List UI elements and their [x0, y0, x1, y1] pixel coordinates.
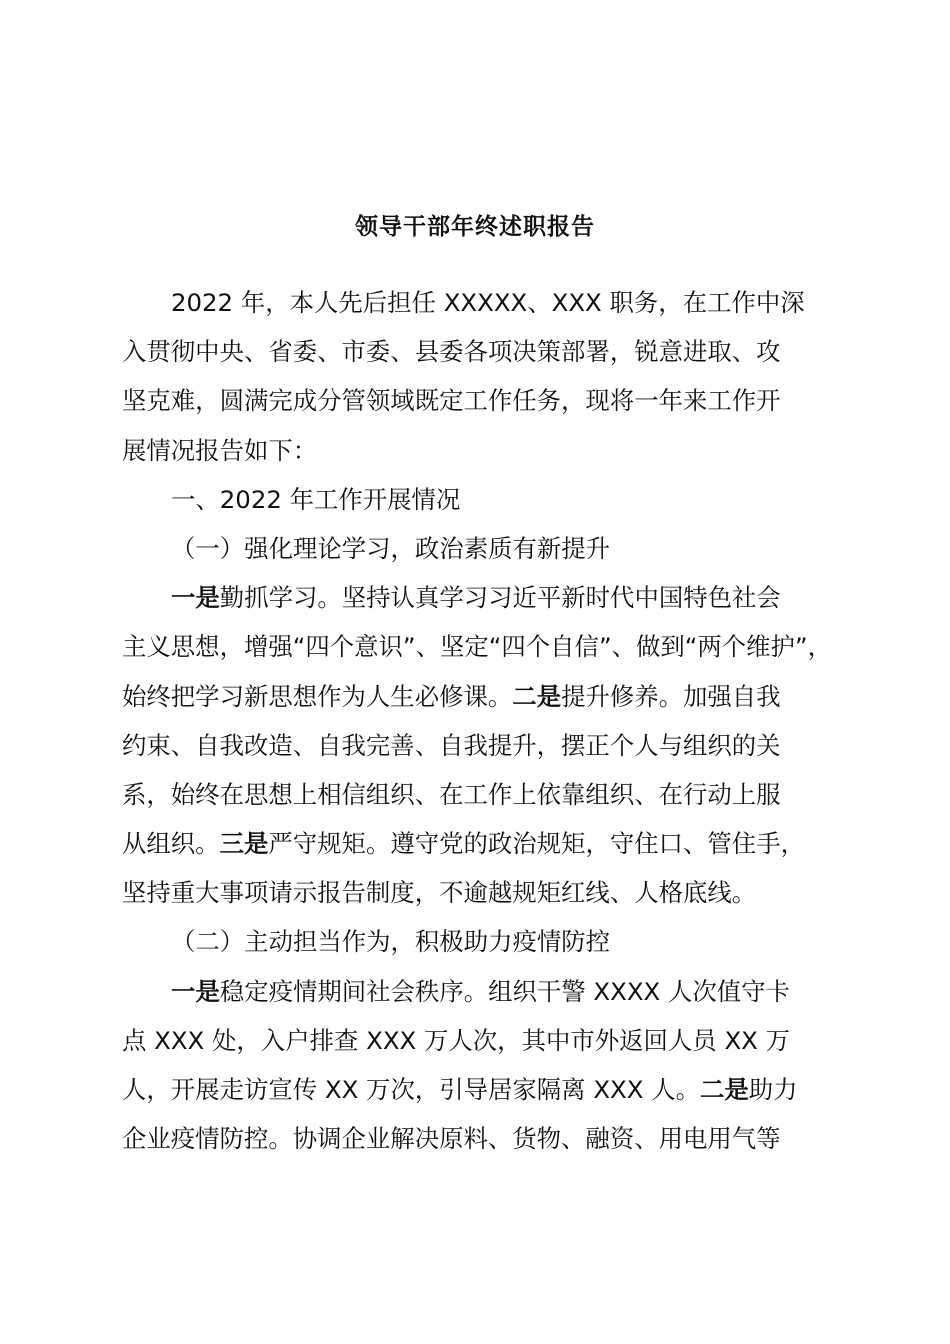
- text-line: [122, 967, 834, 1016]
- text-segment: 展情况报告如下：: [122, 435, 318, 465]
- text-line: [122, 917, 834, 966]
- text-segment: （一）强化理论学习，政治素质有新提升: [171, 533, 611, 563]
- text-line: [122, 1114, 834, 1163]
- text-line: [122, 475, 834, 524]
- text-segment: 助力: [748, 1075, 798, 1104]
- bold-marker: 一是: [171, 976, 220, 1006]
- text-segment: 坚持重大事项请示报告制度，不逾越规矩红线、人格底线。: [122, 878, 757, 908]
- text-segment: 提升修养。加强自我: [561, 681, 781, 711]
- text-segment: 从组织。: [122, 829, 220, 859]
- bold-marker: 三是: [219, 829, 269, 859]
- text-segment: 始终把学习新思想作为人生必修课。: [122, 681, 513, 711]
- text-line: [122, 426, 834, 475]
- text-segment: 坚克难，圆满完成分管领域既定工作任务，现将一年来工作开: [122, 386, 781, 416]
- text-line: [122, 1065, 834, 1114]
- text-line: [122, 721, 834, 770]
- text-segment: 严守规矩。遵守党的政治规矩，守住口、管住手，: [268, 829, 805, 859]
- text-line: [122, 622, 834, 671]
- text-line: [122, 1016, 834, 1065]
- text-line: [122, 524, 834, 573]
- text-segment: 一、2022 年工作开展情况: [171, 484, 461, 514]
- document-title: 领导干部年终述职报告: [355, 214, 595, 240]
- document-body: [122, 278, 834, 1163]
- text-line: [122, 327, 834, 376]
- text-line: [122, 376, 834, 425]
- text-line: [122, 770, 834, 819]
- text-segment: 勤抓学习。坚持认真学习习近平新时代中国特色社会: [219, 583, 781, 613]
- text-line: [122, 819, 834, 868]
- text-line: [122, 278, 834, 327]
- text-segment: 稳定疫情期间社会秩序。组织干警 XXXX 人次值守卡: [219, 976, 790, 1006]
- text-line: [122, 672, 834, 721]
- text-segment: 点 XXX 处，入户排查 XXX 万人次，其中市外返回人员 XX 万: [122, 1025, 791, 1055]
- text-segment: 2022 年，本人先后担任 XXXXX、XXX 职务，在工作中深: [171, 288, 805, 317]
- text-segment: （二）主动担当作为，积极助力疫情防控: [171, 927, 611, 957]
- bold-marker: 二是: [512, 681, 562, 711]
- text-segment: 约束、自我改造、自我完善、自我提升，摆正个人与组织的关: [122, 730, 781, 760]
- text-segment: 系，始终在思想上相信组织、在工作上依靠组织、在行动上服: [122, 779, 781, 809]
- text-line: [122, 868, 834, 917]
- bold-marker: 一是: [171, 583, 220, 613]
- bold-marker: 二是: [699, 1075, 749, 1104]
- text-segment: 企业疫情防控。协调企业解决原料、货物、融资、用电用气等: [122, 1124, 781, 1154]
- text-line: [122, 573, 834, 622]
- text-segment: 主义思想，增强“四个意识”、坚定“四个自信”、做到“两个维护”，: [122, 632, 832, 662]
- text-segment: 人，开展走访宣传 XX 万次，引导居家隔离 XXX 人。: [122, 1075, 700, 1104]
- text-segment: 入贯彻中央、省委、市委、县委各项决策部署，锐意进取、攻: [122, 337, 781, 367]
